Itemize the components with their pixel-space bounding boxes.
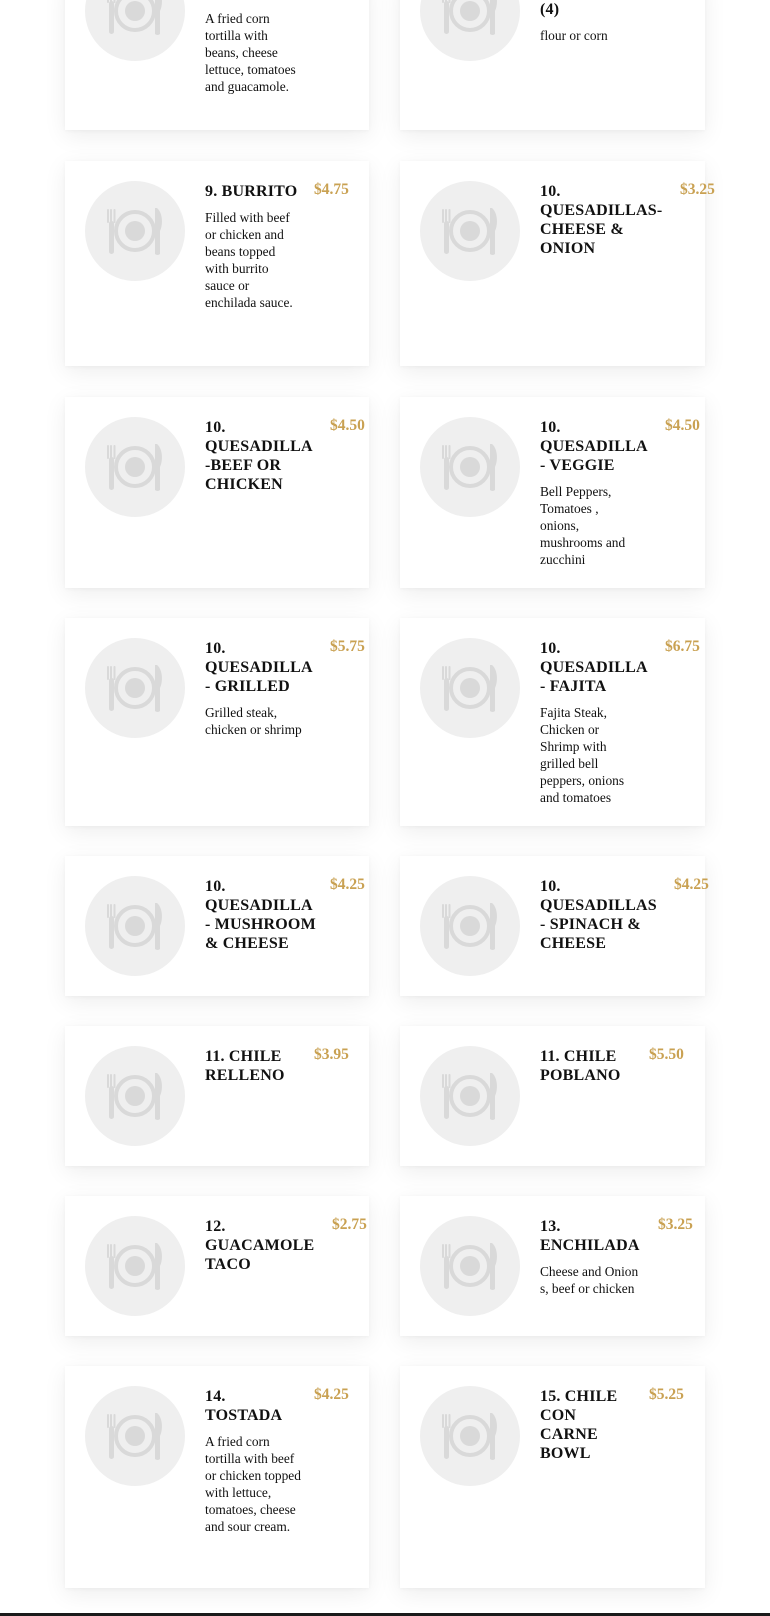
menu-item-card[interactable] — [400, 1026, 705, 1166]
item-title: (4) — [540, 1, 560, 18]
item-price: $2.75 — [332, 1216, 367, 1233]
item-title: 14. TOSTADA — [205, 1388, 283, 1424]
item-description: Bell Peppers, Tomatoes , onions, mushrooms and zucchini — [540, 484, 626, 567]
plate-placeholder-icon — [420, 1386, 520, 1486]
plate-placeholder-icon — [420, 1216, 520, 1316]
menu-item-card[interactable] — [65, 161, 369, 366]
item-price: $4.50 — [665, 417, 700, 434]
item-title: 10. QUESADILLA - GRILLED — [205, 640, 312, 695]
item-title: 10. QUESADILLA - VEGGIE — [540, 419, 647, 474]
plate-placeholder-icon — [85, 0, 185, 61]
plate-placeholder-icon — [85, 638, 185, 738]
menu-item-card[interactable] — [65, 1026, 369, 1166]
menu-item-card[interactable] — [65, 0, 369, 130]
item-description: Fajita Steak, Chicken or Shrimp with grilled bell peppers, onions and tomatoes — [540, 705, 625, 805]
menu-item-card[interactable] — [400, 161, 715, 366]
item-title: 11. CHILE POBLANO — [540, 1048, 621, 1084]
item-price: $4.75 — [314, 181, 349, 198]
plate-placeholder-icon — [420, 181, 520, 281]
item-price: $5.50 — [649, 1046, 684, 1063]
plate-placeholder-icon — [85, 1386, 185, 1486]
item-description: A fried corn tortilla with beef or chicken topped with lettuce, tomatoes, cheese and sour cream. — [205, 1434, 301, 1534]
menu-item-card[interactable] — [65, 1196, 369, 1336]
item-price: $4.50 — [330, 417, 365, 434]
menu-item-card[interactable] — [400, 397, 705, 588]
item-title: 10. QUESADILLA - MUSHROOM & CHEESE — [205, 878, 316, 952]
plate-placeholder-icon — [85, 1216, 185, 1316]
plate-placeholder-icon — [85, 876, 185, 976]
item-description: Filled with beef or chicken and beans topped with burrito sauce or enchilada sauce. — [205, 210, 293, 310]
item-title: 10. QUESADILLAS - SPINACH & CHEESE — [540, 878, 657, 952]
plate-placeholder-icon — [85, 1046, 185, 1146]
item-price: $6.75 — [665, 638, 700, 655]
menu-item-card[interactable] — [400, 618, 705, 826]
menu-item-card[interactable] — [400, 856, 709, 996]
plate-placeholder-icon — [85, 181, 185, 281]
menu-item-card[interactable] — [65, 397, 369, 588]
item-price: $5.25 — [649, 1386, 684, 1403]
item-title: 10. QUESADILLA - FAJITA — [540, 640, 647, 695]
item-price: $3.25 — [680, 181, 715, 198]
item-price: $3.25 — [658, 1216, 693, 1233]
plate-placeholder-icon — [420, 1046, 520, 1146]
item-title: 10. QUESADILLA -BEEF OR CHICKEN — [205, 419, 312, 493]
menu-item-card[interactable] — [65, 856, 369, 996]
item-price: $3.95 — [314, 1046, 349, 1063]
item-price: $4.25 — [314, 1386, 349, 1403]
item-title: 13. ENCHILADA — [540, 1218, 640, 1254]
menu-item-card[interactable] — [400, 0, 705, 130]
plate-placeholder-icon — [420, 638, 520, 738]
menu-item-card[interactable] — [65, 1366, 369, 1588]
menu-item-card[interactable] — [400, 1366, 705, 1588]
plate-placeholder-icon — [420, 417, 520, 517]
item-title: 10. QUESADILLAS-CHEESE & ONION — [540, 183, 663, 257]
item-title: 12. GUACAMOLE TACO — [205, 1218, 315, 1273]
item-description: Cheese and Onion s, beef or chicken — [540, 1264, 639, 1296]
item-title: 11. CHILE RELLENO — [205, 1048, 285, 1084]
plate-placeholder-icon — [420, 876, 520, 976]
item-description: A fried corn tortilla with beans, cheese lettuce, tomatoes and guacamole. — [205, 11, 296, 94]
item-description: flour or corn — [540, 28, 608, 43]
item-title: 9. BURRITO — [205, 183, 298, 200]
menu-item-card[interactable] — [400, 1196, 705, 1336]
plate-placeholder-icon — [420, 0, 520, 61]
item-price: $4.25 — [674, 876, 709, 893]
plate-placeholder-icon — [85, 417, 185, 517]
item-price: $5.75 — [330, 638, 365, 655]
item-title: 15. CHILE CON CARNE BOWL — [540, 1388, 618, 1462]
item-description: Grilled steak, chicken or shrimp — [205, 705, 302, 737]
menu-item-card[interactable] — [65, 618, 369, 826]
item-price: $4.25 — [330, 876, 365, 893]
